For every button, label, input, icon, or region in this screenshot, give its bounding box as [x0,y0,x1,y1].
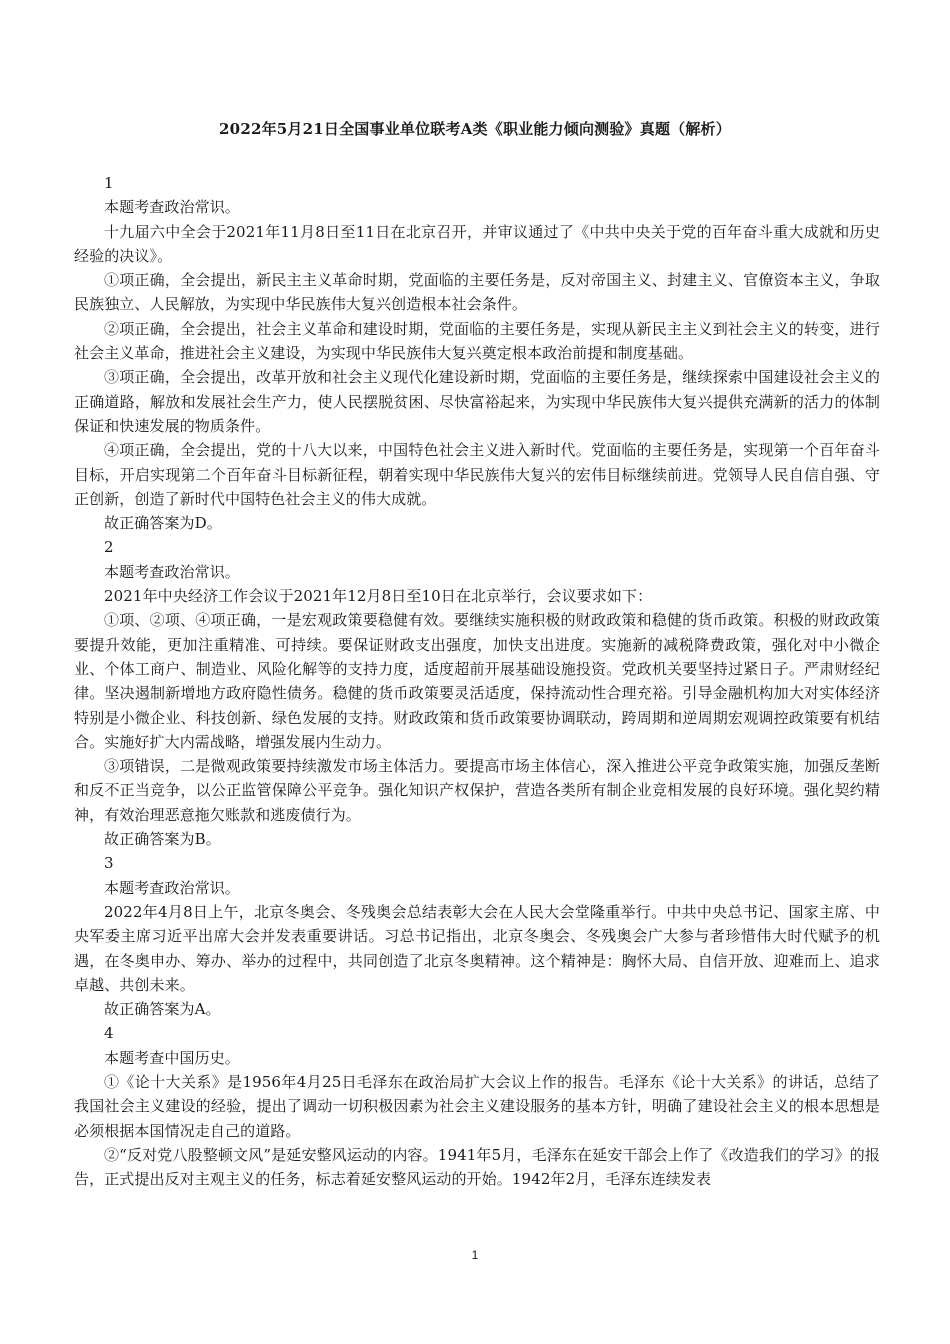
page-number: 1 [471,1248,479,1262]
paragraph: 本题考查政治常识。 [104,198,240,217]
document-body [74,171,880,1191]
paragraph: 故正确答案为D。 [104,514,222,533]
paragraph: ③项错误，二是微观政策要持续激发市场主体活力。要提高市场主体信心，深入推进公平竞争政策实施，加强反垄断和反不正当竞争，以公正监管保障公平竞争。强化知识产权保护，营造各类所有制企业竞相发展的良好环境。强化契约精神，有效治理恶意拖欠账款和逃废债行为。 [74,757,880,824]
paragraph: ③项正确，全会提出，改革开放和社会主义现代化建设新时期，党面临的主要任务是，继续探索中国建设社会主义的正确道路，解放和发展社会生产力，使人民摆脱贫困、尽快富裕起来，为实现中华民族伟大复兴提供充满新的活力的体制保证和快速发展的物质条件。 [74,368,880,435]
paragraph: ④项正确，全会提出，党的十八大以来，中国特色社会主义进入新时代。党面临的主要任务是，实现第一个百年奋斗目标，开启实现第二个百年奋斗目标新征程，朝着实现中华民族伟大复兴的宏伟目标继续前进。党领导人民自信自强、守正创新，创造了新时代中国特色社会主义的伟大成就。 [74,441,880,508]
paragraph: 本题考查政治常识。 [104,878,240,897]
paragraph: ①《论十大关系》是1956年4月25日毛泽东在政治局扩大会议上作的报告。毛泽东《论十大关系》的讲话，总结了我国社会主义建设的经验，提出了调动一切积极因素为社会主义建设服务的基本方针，明确了建设社会主义的根本思想是必须根据本国情况走自己的道路。 [74,1072,880,1140]
paragraph: 1 [104,174,114,192]
paragraph: 故正确答案为A。 [104,1000,221,1019]
paragraph: 2022年4月8日上午，北京冬奥会、冬残奥会总结表彰大会在人民大会堂隆重举行。中共中央总书记、国家主席、中央军委主席习近平出席大会并发表重要讲话。习总书记指出，北京冬奥会、冬残奥会广大参与者珍惜伟大时代赋予的机遇，在冬奥申办、筹办、举办的过程中，共同创造了北京冬奥精神。这个精神是：胸怀大局、自信开放、迎难而上、追求卓越、共创未来。 [74,902,880,994]
paragraph: 2021年中央经济工作会议于2021年12月8日至10日在北京举行，会议要求如下： [104,587,653,606]
paragraph: 本题考查政治常识。 [104,562,240,581]
paragraph: ①项、②项、④项正确，一是宏观政策要稳健有效。要继续实施积极的财政政策和稳健的货币政策。积极的财政政策要提升效能，更加注重精准、可持续。要保证财政支出强度，加快支出进度。实施新的减税降费政策，强化对中小微企业、个体工商户、制造业、风险化解等的支持力度，适度超前开展基础设施投资。党政机关要坚持过紧日子。严肃财经纪律。坚决遏制新增地方政府隐性债务。稳健的货币政策要灵活适度，保持流动性合理充裕。引导金融机构加大对实体经济特别是小微企业、科技创新、绿色发展的支持。财政政策和货币政策要协调联动，跨周期和逆周期宏观调控政策要有机结合。实施好扩大内需战略，增强发展内生动力。 [74,611,880,751]
paragraph: ①项正确，全会提出，新民主主义革命时期，党面临的主要任务是，反对帝国主义、封建主义、官僚资本主义，争取民族独立、人民解放，为实现中华民族伟大复兴创造根本社会条件。 [74,271,880,314]
paragraph: 故正确答案为B。 [104,830,221,849]
document-title: 2022年5月21日全国事业单位联考A类《职业能力倾向测验》真题（解析） [219,120,731,138]
paragraph: ②“反对党八股整顿文风”是延安整风运动的内容。1941年5月，毛泽东在延安干部会上作了《改造我们的学习》的报告，正式提出反对主观主义的任务，标志着延安整风运动的开始。1942年2月，毛泽东连续发表 [74,1145,880,1189]
paragraph: ②项正确，全会提出，社会主义革命和建设时期，党面临的主要任务是，实现从新民主主义到社会主义的转变，进行社会主义革命，推进社会主义建设，为实现中华民族伟大复兴奠定根本政治前提和制度基础。 [74,319,880,363]
paragraph: 4 [104,1024,114,1043]
paragraph: 十九届六中全会于2021年11月8日至11日在北京召开，并审议通过了《中共中央关于党的百年奋斗重大成就和历史经验的决议》。 [74,222,880,265]
paragraph: 2 [104,538,114,557]
paragraph: 本题考查中国历史。 [104,1048,240,1067]
paragraph: 3 [104,854,114,873]
